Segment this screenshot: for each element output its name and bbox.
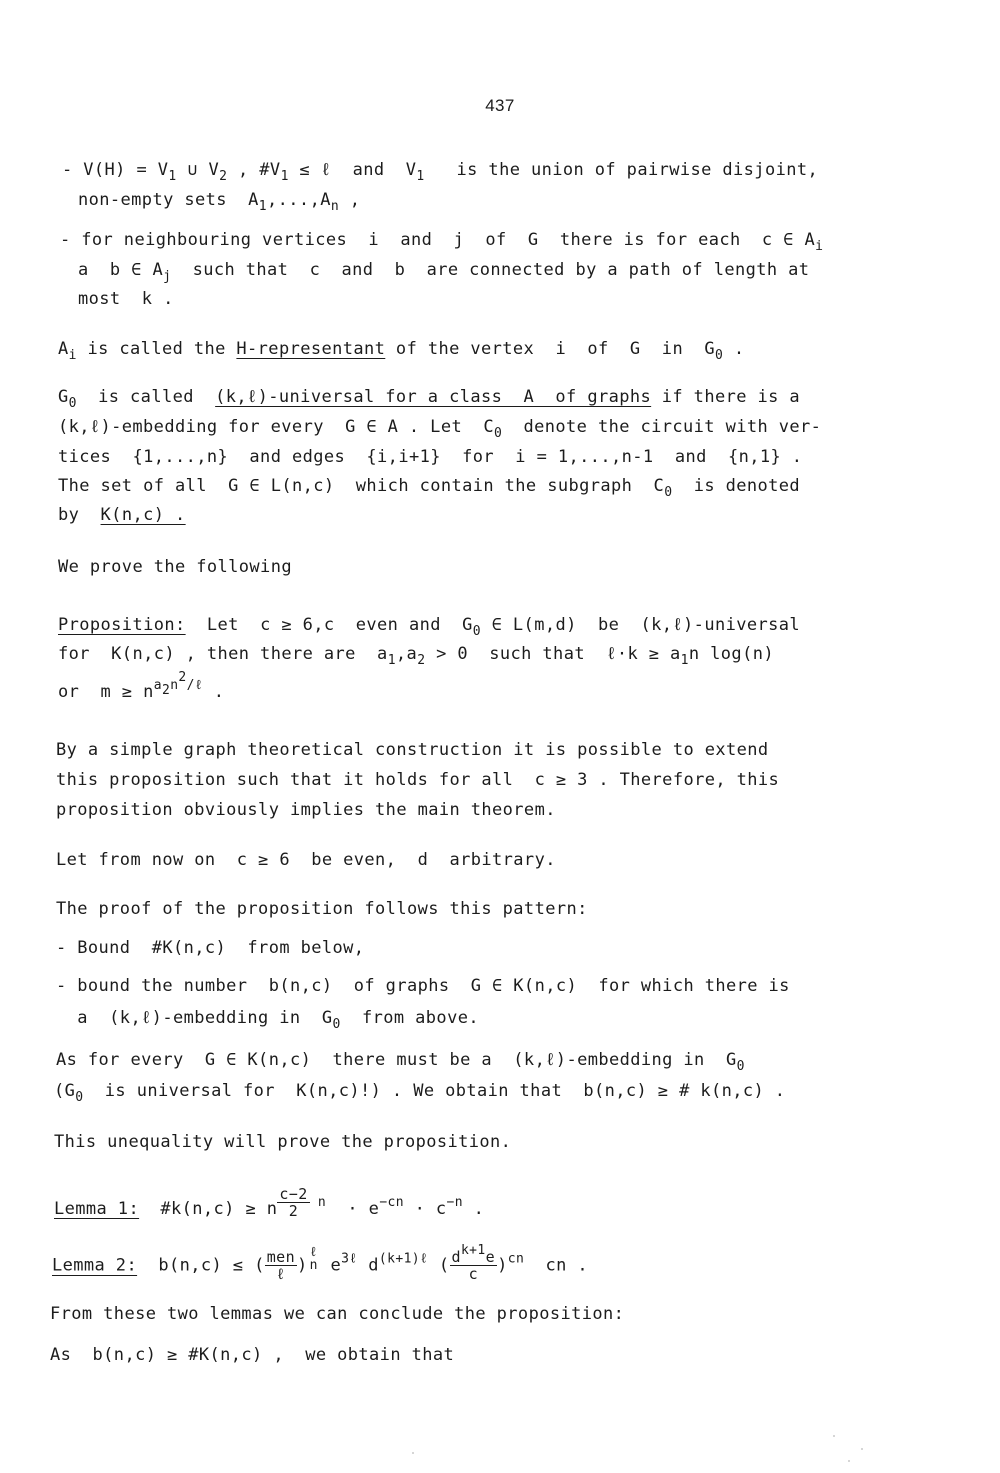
universal-line-1: $G_0$ is called (k,ℓ)-universal for a class A of graphs if there is a xyxy=(58,387,801,411)
scan-speck xyxy=(833,1435,835,1437)
term-knc: K(n,c) . xyxy=(100,505,186,525)
proposition-label: Proposition: xyxy=(58,615,186,635)
conclude-sentence: From these two lemmas we can conclude the proposition: xyxy=(50,1304,625,1324)
paragraph-line-3: proposition obviously implies the main theorem. xyxy=(56,800,556,820)
universal-line-3: tices {1,...,n} and edges {i,i+1} for i = 1,...,n-1 and {n,1} . xyxy=(58,447,803,467)
paragraph-line-2: this proposition such that it holds for all c ≥ 3 . Therefore, this xyxy=(56,770,780,790)
unequality-sentence: This unequality will prove the proposition. xyxy=(54,1132,512,1152)
term-h-representant: H-representant xyxy=(236,339,386,359)
proposition-line-1: Proposition: Let c ≥ 6,c even and $G_0$ ∈ L(m,d) be (k,ℓ)-universal xyxy=(58,615,801,639)
paragraph-line-1: By a simple graph theoretical construction it is possible to extend xyxy=(56,740,769,760)
lemma-1: Lemma 1: #k(n,c) ≥ n $^{\frac{c-2}{2} n} \cdot e^{-cn} \cdot c^{-n}$ . xyxy=(54,1185,485,1220)
definition-line-2: non-empty sets $A_1,...,A_n$ , xyxy=(78,190,361,214)
page-number: 437 xyxy=(485,96,515,115)
pattern-bullet-1: - Bound #K(n,c) from below, xyxy=(56,938,365,958)
pattern-bullet-2: - bound the number b(n,c) of graphs G ∈ K(n,c) for which there is xyxy=(56,976,790,996)
universal-line-4: The set of all G ∈ L(n,c) which contain the subgraph $C_0$ is denoted xyxy=(58,476,801,500)
universal-line-2: (k,ℓ)-embedding for every G ∈ A . Let $C_0$ denote the circuit with ver- xyxy=(58,417,822,441)
proposition-line-3: or $m \ge n^{a_2n^2/\ell}$ . xyxy=(58,670,225,702)
pattern-bullet-3: a (k,ℓ)-embedding in $G_0$ from above. xyxy=(56,1008,479,1032)
lemma-1-exponent-fraction: $\frac{c-2}{2}$ xyxy=(279,1185,308,1220)
lemma-2-label: Lemma 2: xyxy=(52,1255,138,1276)
lemma-2-exponent-fraction: ℓ n xyxy=(309,1245,318,1273)
scan-speck xyxy=(412,1452,414,1454)
scan-speck xyxy=(861,1448,863,1450)
lemma-1-label: Lemma 1: xyxy=(54,1199,140,1219)
last-line: As b(n,c) ≥ #K(n,c) , we obtain that xyxy=(50,1345,455,1365)
let-assumption: Let from now on c ≥ 6 be even, d arbitrary. xyxy=(56,850,556,870)
representant-definition: $A_i$ is called the H-representant of the vertex i of G in $G_0$ . xyxy=(58,339,745,363)
asfor-line-2: ($G_0$ is universal for K(n,c)!) . We obtain that b(n,c) ≥ # k(n,c) . xyxy=(54,1081,786,1105)
pattern-intro: The proof of the proposition follows this pattern: xyxy=(56,899,588,919)
definition-line-3: - for neighbouring vertices i and j of G there is for each c ∈ $A_i$ xyxy=(60,230,824,254)
universal-line-5: by K(n,c) . xyxy=(58,505,186,525)
definition-line-4: a b ∈ $A_j$ such that c and b are connected by a path of length at xyxy=(78,260,810,284)
asfor-line-1: As for every G ∈ K(n,c) there must be a (k,ℓ)-embedding in $G_0$ xyxy=(56,1050,745,1074)
scan-speck xyxy=(848,1460,850,1462)
definition-line-1: - $V(H) = V_1$ ∪ $V_2$ , $\#V_1$ ≤ ℓ and $V_1$ is the union of pairwise disjoint, xyxy=(62,160,819,184)
definition-line-5: most k . xyxy=(78,289,174,309)
prove-following: We prove the following xyxy=(58,557,292,577)
lemma-2-fraction-d: $\frac{d^{k+1}e}{c}$ xyxy=(451,1243,496,1283)
proposition-line-2: for K(n,c) , then there are $a_1,a_2 > 0$ such that ℓ·k ≥ $a_1n$ log(n) xyxy=(58,644,774,668)
lemma-2: Lemma 2: b(n,c) ≤ ( $\frac{\text{men}}{\text{ℓ}}$ ) $^{\ell n}$ $e^{3\ell}$ $d^{(k+1)\ell}$ ( $\frac{d^{k+1}e}{c}$ )$^{cn}$ cn . xyxy=(52,1243,588,1283)
term-universal: (k,ℓ)-universal for a class A of graphs xyxy=(215,387,652,407)
lemma-2-fraction-men: $\frac{\text{men}}{\text{ℓ}}$ xyxy=(266,1248,296,1283)
